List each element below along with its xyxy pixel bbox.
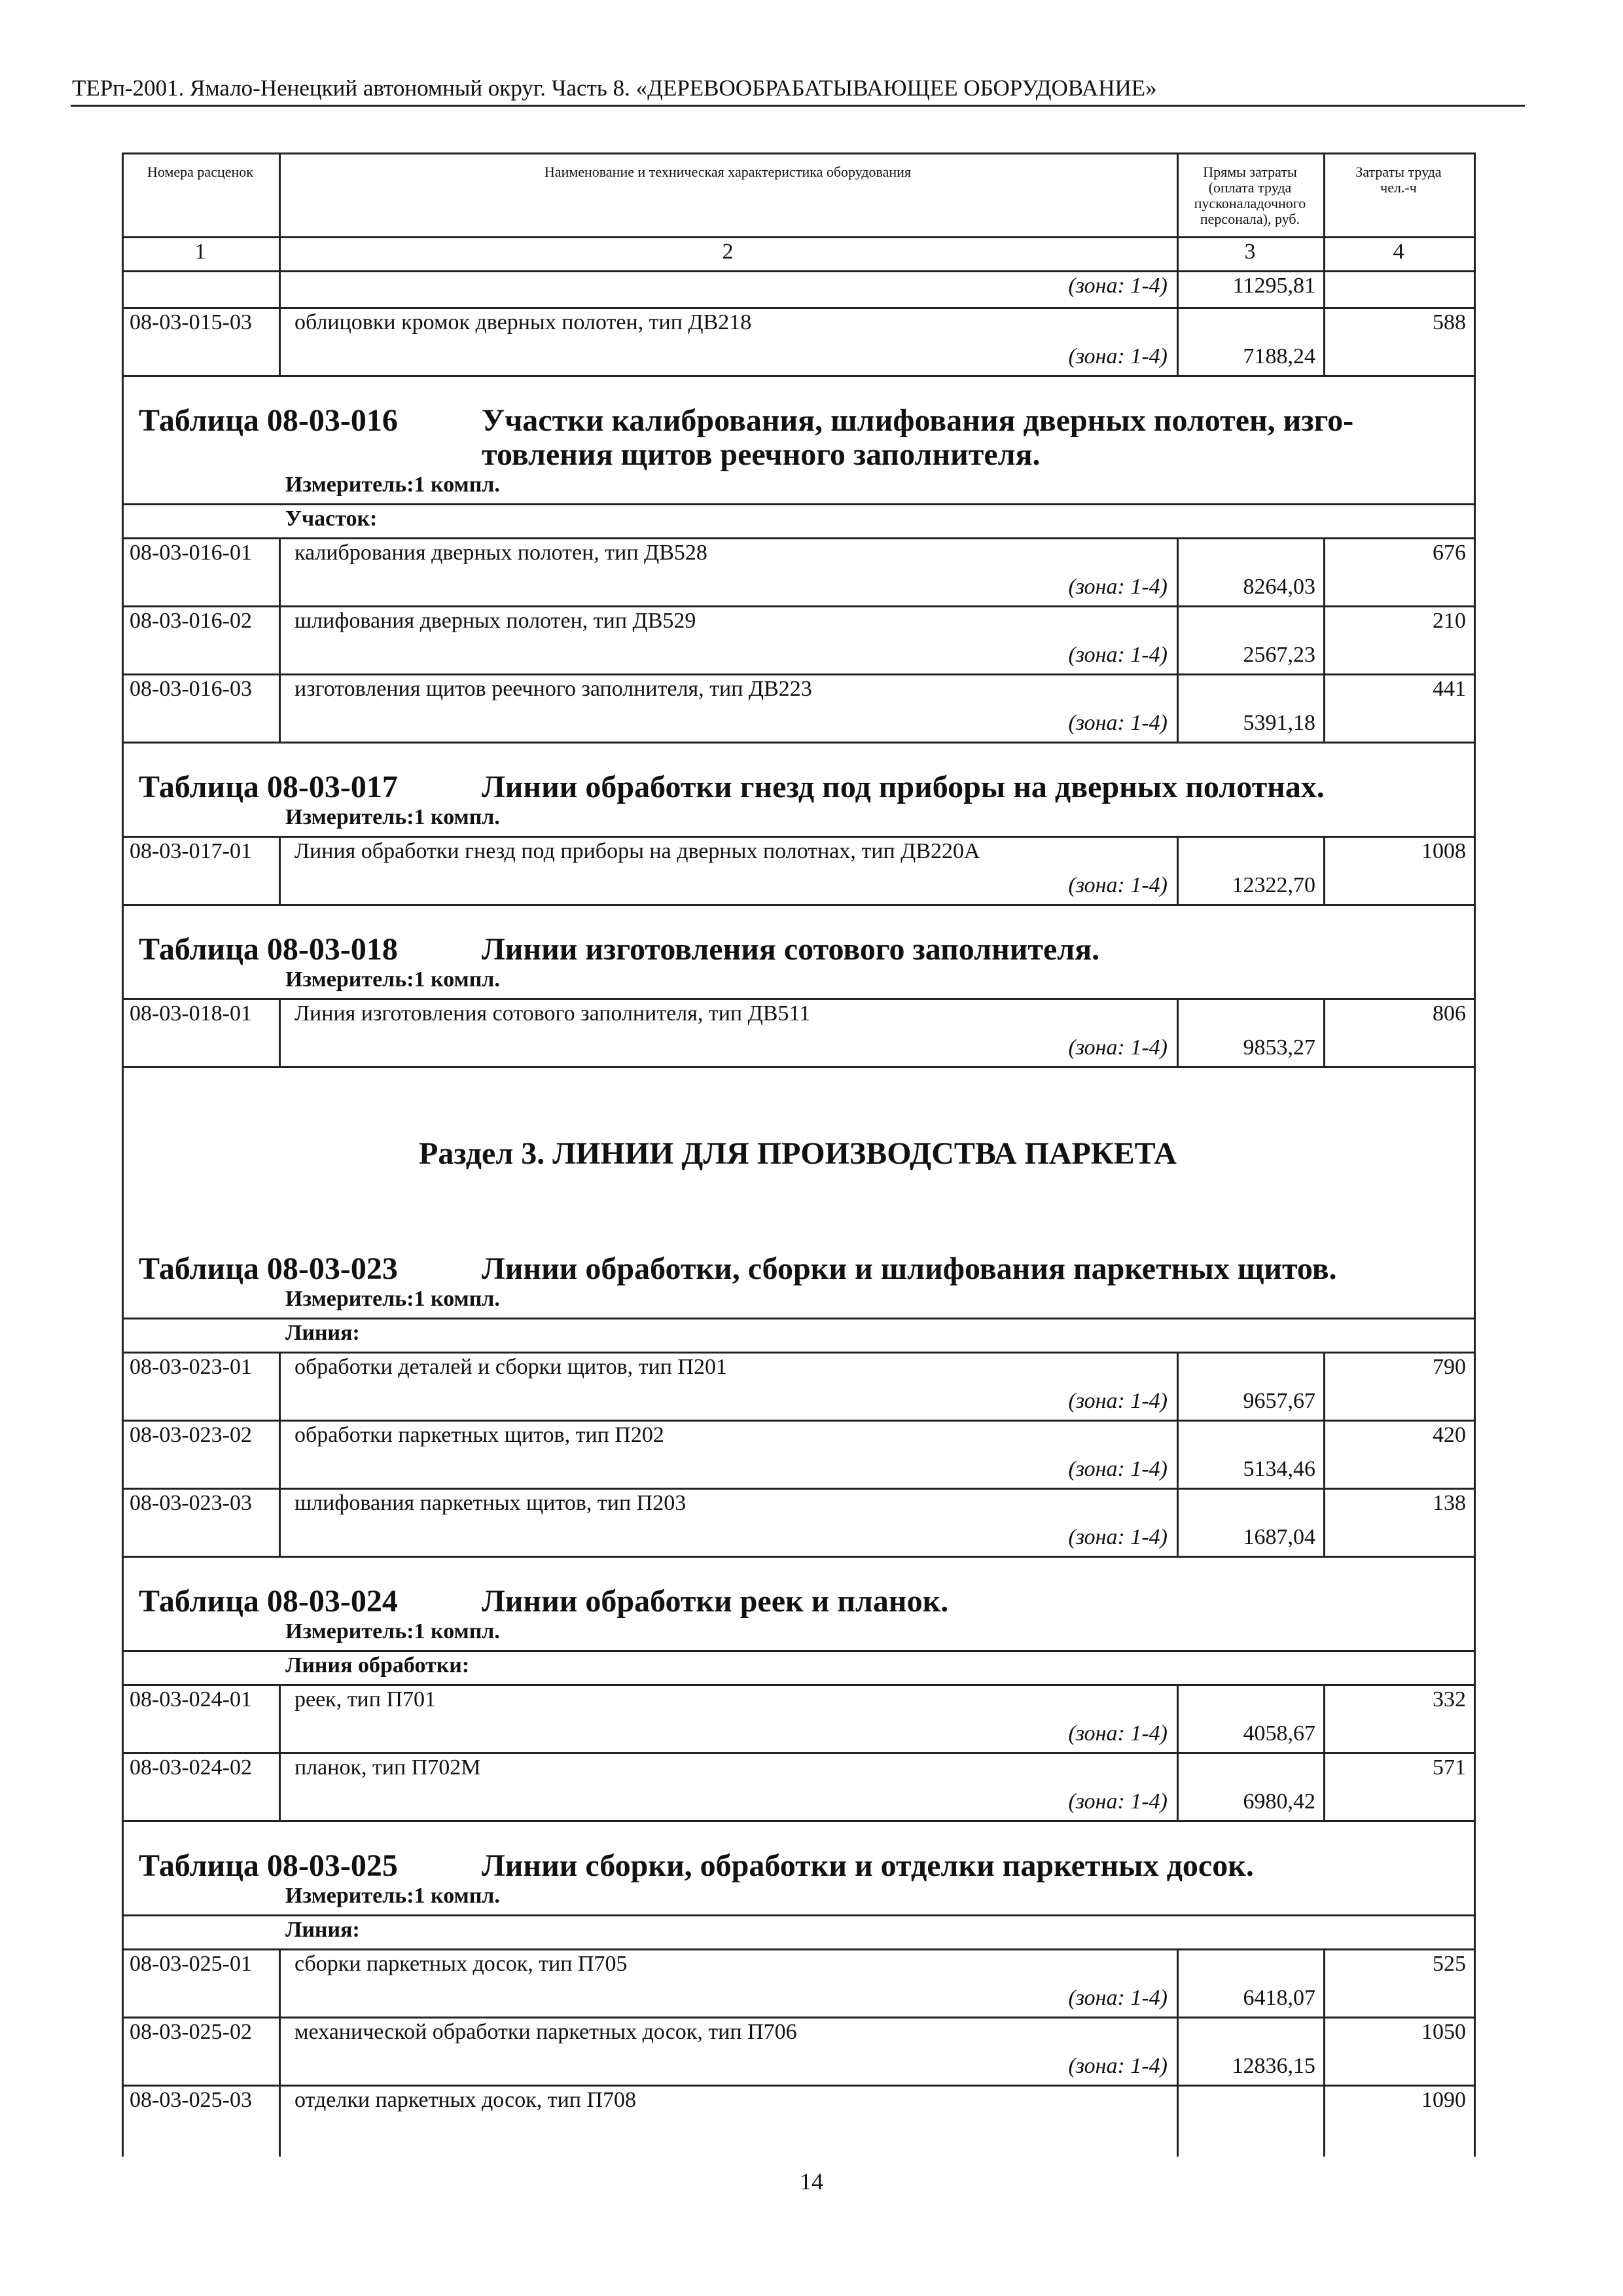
column-rule — [1323, 1684, 1325, 1820]
column-rule — [1177, 1948, 1179, 2157]
equipment-name: облицовки кромок дверных полотен, тип ДВ218 — [294, 310, 752, 334]
column-header-code: Номера расценок — [147, 164, 253, 180]
equipment-name: сборки паркетных досок, тип П705 — [294, 1952, 628, 1976]
column-rule — [279, 1352, 281, 1556]
zone-label: (зона: 1-4) — [1068, 1457, 1168, 1481]
column-rule — [1323, 152, 1325, 307]
page-number: 14 — [800, 2168, 823, 2195]
row-rule — [122, 836, 1476, 838]
equipment-name: обработки деталей и сборки щитов, тип П201 — [294, 1355, 727, 1379]
column-rule — [122, 152, 124, 2157]
section-title: Раздел 3. ЛИНИИ ДЛЯ ПРОИЗВОДСТВА ПАРКЕТА — [419, 1136, 1177, 1171]
column-header-labor: Затраты труда — [1355, 164, 1442, 180]
labor-value: 588 — [1433, 310, 1466, 334]
row-rule — [122, 537, 1476, 539]
column-header-cost: персонала), руб. — [1200, 211, 1300, 227]
labor-value: 1090 — [1421, 2088, 1466, 2112]
column-header-labor: чел.-ч — [1380, 179, 1417, 196]
column-rule — [1474, 152, 1476, 2157]
row-rule — [122, 1352, 1476, 1354]
cost-value: 9853,27 — [1243, 1035, 1315, 1060]
labor-value: 210 — [1433, 609, 1466, 633]
cost-value: 4058,67 — [1243, 1721, 1315, 1746]
column-rule — [279, 1948, 281, 2157]
zone-label: (зона: 1-4) — [1068, 711, 1168, 735]
table-number: Таблица 08-03-024 — [139, 1584, 398, 1619]
column-rule — [1177, 1352, 1179, 1556]
zone-label: (зона: 1-4) — [1068, 643, 1168, 667]
labor-value: 332 — [1433, 1687, 1466, 1712]
table-number: Таблица 08-03-017 — [139, 770, 398, 804]
column-rule — [279, 836, 281, 904]
zone-label: (зона: 1-4) — [1068, 575, 1168, 599]
column-rule — [1323, 537, 1325, 742]
equipment-name: механической обработки паркетных досок, тип П706 — [294, 2020, 797, 2044]
column-header-name: Наименование и техническая характеристика оборудования — [544, 164, 912, 180]
equipment-name: планок, тип П702М — [294, 1755, 481, 1780]
row-rule — [122, 1420, 1476, 1422]
measure-unit: Измеритель:1 компл. — [285, 967, 500, 992]
equipment-name: реек, тип П701 — [294, 1687, 437, 1712]
column-header-cost: пусконаладочного — [1194, 195, 1306, 211]
column-rule — [279, 307, 281, 375]
row-rule — [122, 605, 1476, 607]
cost-value: 7188,24 — [1243, 344, 1315, 368]
row-rule — [122, 904, 1476, 906]
column-rule — [1177, 836, 1179, 904]
rate-code: 08-03-016-01 — [130, 541, 252, 565]
row-rule — [122, 270, 1476, 272]
labor-value: 525 — [1433, 1952, 1466, 1976]
table-title: товления щитов реечного заполнителя. — [482, 437, 1041, 472]
cost-value: 11295,81 — [1232, 274, 1315, 298]
column-header-cost: Прямы затраты — [1203, 164, 1297, 180]
cost-value: 12836,15 — [1232, 2054, 1315, 2078]
rate-code: 08-03-017-01 — [130, 839, 252, 863]
labor-value: 138 — [1433, 1491, 1466, 1515]
row-rule — [122, 1556, 1476, 1558]
labor-value: 571 — [1433, 1755, 1466, 1780]
row-rule — [122, 503, 1476, 505]
row-rule — [122, 1684, 1476, 1686]
equipment-name: Линия обработки гнезд под приборы на дверных полотнах, тип ДВ220А — [294, 839, 980, 863]
labor-value: 806 — [1433, 1001, 1466, 1026]
row-rule — [122, 1318, 1476, 1319]
column-number: 3 — [1244, 240, 1256, 264]
rate-code: 08-03-015-03 — [130, 310, 252, 334]
labor-value: 420 — [1433, 1423, 1466, 1447]
measure-unit: Измеритель:1 компл. — [285, 1619, 500, 1643]
equipment-name: отделки паркетных досок, тип П708 — [294, 2088, 637, 2112]
column-rule — [1177, 1684, 1179, 1820]
column-number: 2 — [722, 240, 734, 264]
document-header: ТЕРп-2001. Ямало-Ненецкий автономный округ. Часть 8. «ДЕРЕВООБРАБАТЫВАЮЩЕЕ ОБОРУДОВАНИЕ» — [72, 75, 1157, 101]
equipment-name: шлифования паркетных щитов, тип П203 — [294, 1491, 687, 1515]
column-rule — [1323, 998, 1325, 1066]
rate-code: 08-03-016-02 — [130, 609, 252, 633]
cost-value: 2567,23 — [1243, 643, 1315, 667]
rate-code: 08-03-023-02 — [130, 1423, 252, 1447]
zone-label: (зона: 1-4) — [1068, 1525, 1168, 1549]
row-rule — [122, 998, 1476, 1000]
labor-value: 1008 — [1421, 839, 1466, 863]
cost-value: 6418,07 — [1243, 1986, 1315, 2010]
row-rule — [122, 1820, 1476, 1822]
rate-code: 08-03-025-02 — [130, 2020, 252, 2044]
rate-code: 08-03-016-03 — [130, 677, 252, 701]
measure-unit: Измеритель:1 компл. — [285, 805, 500, 829]
cost-value: 8264,03 — [1243, 575, 1315, 599]
column-rule — [279, 152, 281, 307]
zone-label: (зона: 1-4) — [1068, 1986, 1168, 2010]
rate-code: 08-03-025-01 — [130, 1952, 252, 1976]
row-rule — [122, 1650, 1476, 1652]
row-rule — [122, 673, 1476, 675]
column-rule — [1323, 1948, 1325, 2157]
cost-value: 12322,70 — [1232, 873, 1315, 897]
equipment-name: Линия изготовления сотового заполнителя, тип ДВ511 — [294, 1001, 811, 1026]
labor-value: 790 — [1433, 1355, 1466, 1379]
group-label: Линия обработки: — [285, 1653, 470, 1677]
column-number: 1 — [194, 240, 206, 264]
table-title: Линии обработки, сборки и шлифования паркетных щитов. — [482, 1251, 1337, 1286]
rate-code: 08-03-024-01 — [130, 1687, 252, 1712]
zone-label: (зона: 1-4) — [1068, 1035, 1168, 1060]
table-title: Линии обработки гнезд под приборы на дверных полотнах. — [482, 770, 1325, 804]
row-rule — [122, 1752, 1476, 1754]
column-rule — [1177, 307, 1179, 375]
row-rule — [122, 375, 1476, 377]
column-rule — [1177, 998, 1179, 1066]
column-rule — [1323, 1352, 1325, 1556]
table-number: Таблица 08-03-018 — [139, 932, 398, 967]
cost-value: 9657,67 — [1243, 1389, 1315, 1413]
row-rule — [122, 1948, 1476, 1950]
measure-unit: Измеритель:1 компл. — [285, 1287, 500, 1311]
rate-code: 08-03-024-02 — [130, 1755, 252, 1780]
column-rule — [279, 1684, 281, 1820]
rate-code: 08-03-023-03 — [130, 1491, 252, 1515]
labor-value: 1050 — [1421, 2020, 1466, 2044]
zone-label: (зона: 1-4) — [1068, 1721, 1168, 1746]
row-rule — [122, 307, 1476, 309]
labor-value: 676 — [1433, 541, 1466, 565]
table-title: Линии сборки, обработки и отделки паркетных досок. — [482, 1848, 1254, 1883]
rate-code: 08-03-023-01 — [130, 1355, 252, 1379]
zone-label: (зона: 1-4) — [1068, 344, 1168, 368]
equipment-name: обработки паркетных щитов, тип П202 — [294, 1423, 664, 1447]
table-title: Линии обработки реек и планок. — [482, 1584, 949, 1619]
column-number: 4 — [1393, 240, 1404, 264]
row-rule — [122, 742, 1476, 744]
cost-value: 1687,04 — [1243, 1525, 1315, 1549]
row-rule — [122, 1914, 1476, 1916]
cost-value: 6980,42 — [1243, 1789, 1315, 1814]
table-title: Участки калибрования, шлифования дверных полотен, изго- — [482, 403, 1354, 438]
labor-value: 441 — [1433, 677, 1466, 701]
group-label: Линия: — [285, 1321, 360, 1345]
equipment-name: изготовления щитов реечного заполнителя, тип ДВ223 — [294, 677, 812, 701]
table-number: Таблица 08-03-016 — [139, 403, 398, 438]
cost-value: 5391,18 — [1243, 711, 1315, 735]
table-number: Таблица 08-03-025 — [139, 1848, 398, 1883]
zone-label: (зона: 1-4) — [1068, 2054, 1168, 2078]
measure-unit: Измеритель:1 компл. — [285, 473, 500, 497]
row-rule — [122, 152, 1476, 154]
cost-value: 5134,46 — [1243, 1457, 1315, 1481]
equipment-name: шлифования дверных полотен, тип ДВ529 — [294, 609, 696, 633]
rate-code: 08-03-025-03 — [130, 2088, 252, 2112]
column-rule — [279, 998, 281, 1066]
column-rule — [1177, 537, 1179, 742]
row-rule — [122, 2085, 1476, 2087]
row-rule — [122, 1066, 1476, 1068]
row-rule — [122, 2017, 1476, 2018]
equipment-name: калибрования дверных полотен, тип ДВ528 — [294, 541, 707, 565]
column-header-cost: (оплата труда — [1208, 179, 1292, 196]
zone-label: (зона: 1-4) — [1068, 873, 1168, 897]
table-number: Таблица 08-03-023 — [139, 1251, 398, 1286]
measure-unit: Измеритель:1 компл. — [285, 1884, 500, 1908]
group-label: Линия: — [285, 1918, 360, 1942]
column-rule — [1177, 152, 1179, 307]
table-title: Линии изготовления сотового заполнителя. — [482, 932, 1100, 967]
zone-label: (зона: 1-4) — [1068, 1789, 1168, 1814]
column-rule — [279, 537, 281, 742]
zone-label: (зона: 1-4) — [1068, 274, 1168, 298]
header-rule — [71, 105, 1525, 107]
row-rule — [122, 236, 1476, 238]
group-label: Участок: — [285, 507, 378, 531]
zone-label: (зона: 1-4) — [1068, 1389, 1168, 1413]
rate-code: 08-03-018-01 — [130, 1001, 252, 1026]
price-table — [122, 152, 1474, 2142]
column-rule — [1323, 836, 1325, 904]
row-rule — [122, 1488, 1476, 1490]
column-rule — [1323, 307, 1325, 375]
